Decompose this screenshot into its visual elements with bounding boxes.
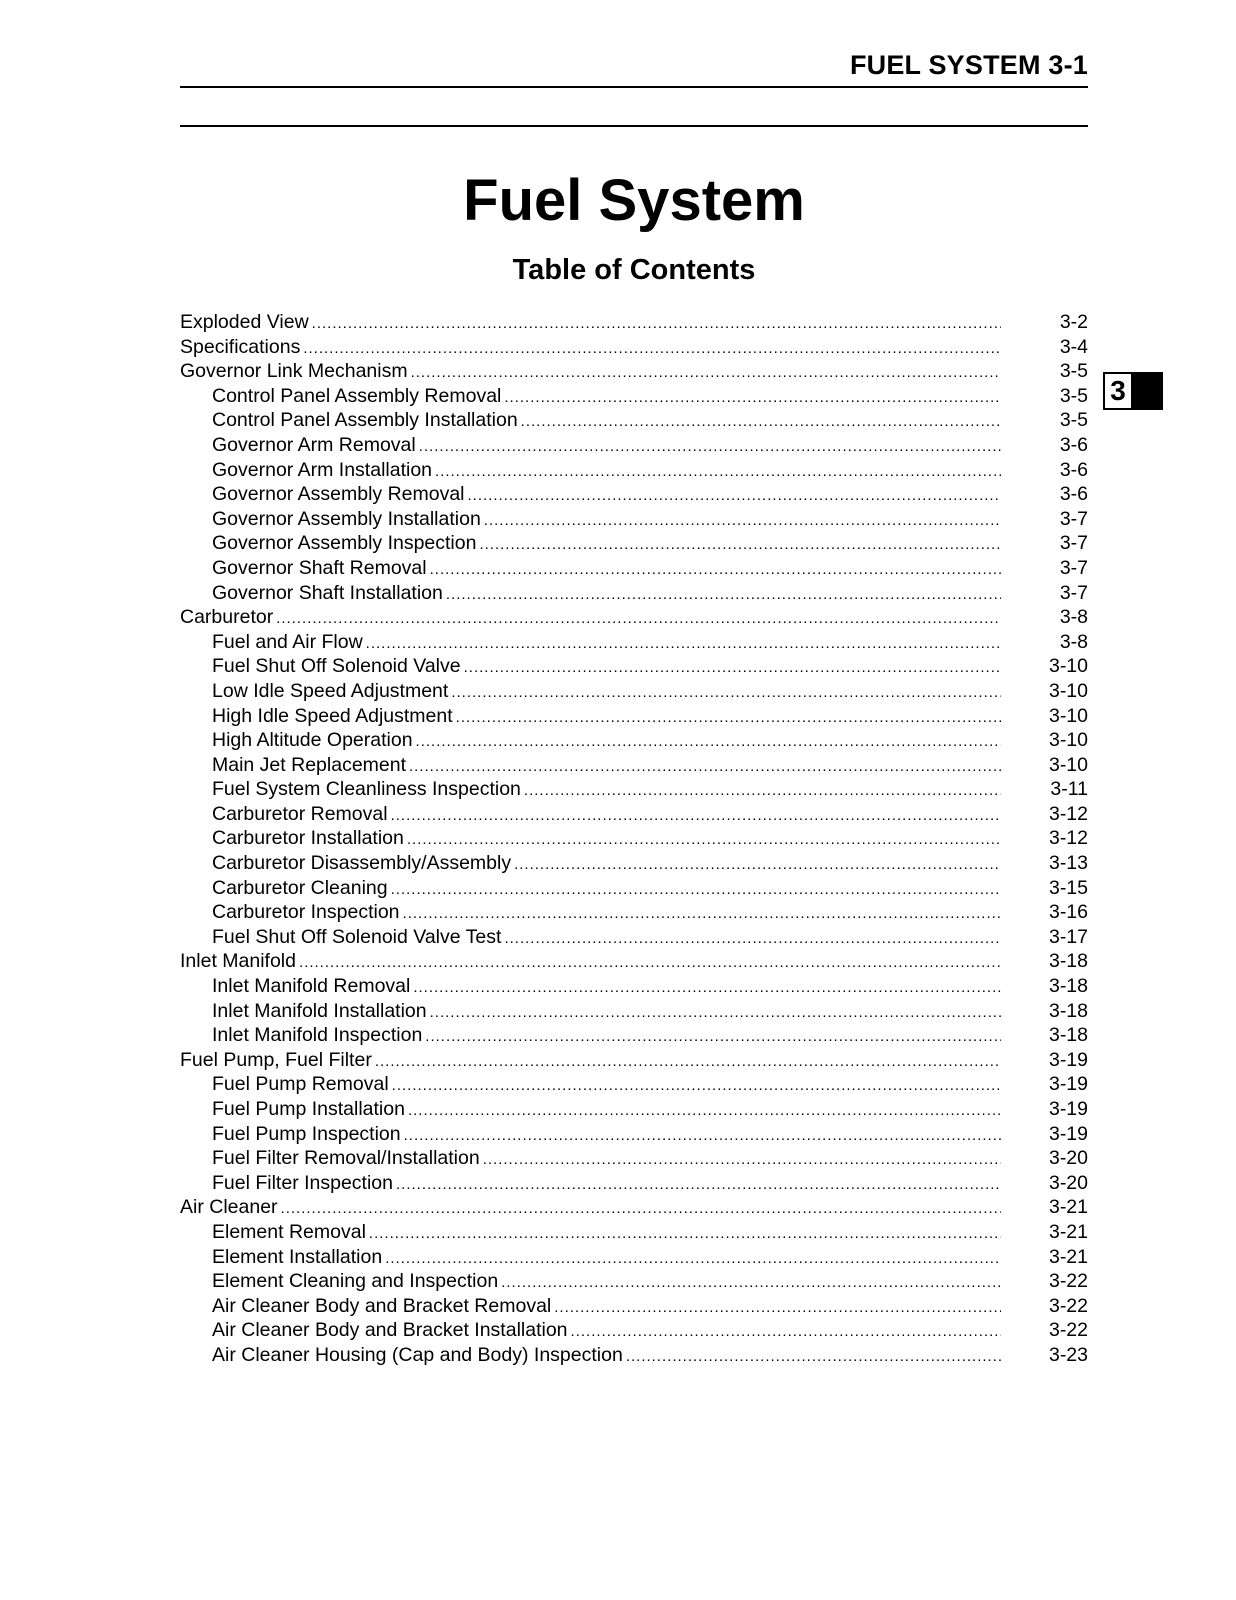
dot-leader: [419, 435, 1001, 458]
toc-entry-page: 3-6: [1059, 483, 1088, 506]
dot-leader: [413, 976, 1001, 999]
toc-subentry[interactable]: [180, 679, 1088, 704]
dot-leader: [626, 1345, 1001, 1368]
toc-entry-label: Air Cleaner: [180, 1196, 278, 1219]
chapter-tab: [1103, 372, 1163, 410]
toc-subentry[interactable]: [180, 384, 1088, 409]
dot-leader: [391, 804, 1001, 827]
toc-subentry[interactable]: [180, 556, 1088, 581]
toc-subentry[interactable]: [180, 408, 1088, 433]
toc-subentry[interactable]: [180, 433, 1088, 458]
toc-entry-page: 3-7: [1059, 581, 1088, 604]
toc-entry-label: Element Installation: [212, 1245, 383, 1268]
toc-entry-label: Fuel System Cleanliness Inspection: [212, 778, 521, 801]
toc-subentry[interactable]: [180, 851, 1088, 876]
toc-entry-label: Low Idle Speed Adjustment: [212, 679, 449, 702]
toc-entry-label: Air Cleaner Body and Bracket Installation: [212, 1319, 568, 1342]
running-header-title: FUEL SYSTEM 3-1: [849, 50, 1088, 80]
toc-entry-page: 3-18: [1048, 975, 1088, 998]
toc-entry[interactable]: [180, 605, 1088, 630]
dot-leader: [451, 681, 1001, 704]
toc-subentry[interactable]: [180, 654, 1088, 679]
toc-subentry[interactable]: [180, 704, 1088, 729]
toc-entry[interactable]: [180, 1048, 1088, 1073]
toc-entry-page: 3-10: [1048, 655, 1088, 678]
dot-leader: [299, 951, 1001, 974]
toc-entry-label: Fuel Pump Installation: [212, 1098, 405, 1120]
toc-subentry[interactable]: [180, 531, 1088, 556]
dot-leader: [430, 1001, 1001, 1024]
toc-entry-page: 3-23: [1048, 1343, 1088, 1366]
toc-entry[interactable]: [180, 335, 1088, 360]
dot-leader: [375, 1050, 1001, 1073]
toc-subentry[interactable]: [180, 876, 1088, 901]
toc-entry-page: 3-6: [1059, 458, 1088, 481]
toc-subentry[interactable]: [180, 999, 1088, 1024]
chapter-tab-number: 3: [1103, 372, 1133, 410]
toc-entry-label: Governor Shaft Removal: [212, 556, 427, 579]
toc-entry-page: 3-19: [1048, 1048, 1088, 1071]
toc-entry-label: Inlet Manifold: [180, 950, 296, 973]
toc-entry-page: 3-21: [1048, 1196, 1088, 1219]
toc-entry-page: 3-22: [1048, 1294, 1088, 1317]
toc-entry-label: Carburetor Inspection: [212, 901, 400, 924]
dot-leader: [514, 853, 1001, 876]
toc-entry-page: 3-22: [1048, 1319, 1088, 1342]
toc-entry-page: 3-7: [1059, 507, 1088, 530]
toc-entry-label: Fuel Filter Inspection: [212, 1171, 393, 1194]
toc-entry-label: Inlet Manifold Installation: [212, 999, 427, 1022]
toc-subentry[interactable]: [180, 581, 1088, 606]
toc-entry-label: Governor Assembly Inspection: [212, 532, 477, 555]
toc-subentry[interactable]: [180, 728, 1088, 753]
toc-subentry[interactable]: [180, 974, 1088, 999]
toc-entry-page: 3-22: [1048, 1270, 1088, 1293]
toc-entry-page: 3-19: [1048, 1098, 1088, 1120]
toc-entry-page: 3-18: [1048, 1024, 1088, 1047]
toc-subentry[interactable]: [180, 482, 1088, 507]
dot-leader: [408, 1099, 1001, 1122]
dot-leader: [521, 410, 1001, 433]
toc-subentry[interactable]: [180, 777, 1088, 802]
dot-leader: [391, 878, 1001, 901]
header-divider: [180, 125, 1088, 127]
toc-entry-page: 3-4: [1059, 335, 1088, 358]
dot-leader: [411, 361, 1001, 384]
toc-entry-label: Fuel Pump, Fuel Filter: [180, 1048, 372, 1071]
toc-subentry[interactable]: [180, 1171, 1088, 1196]
dot-leader: [430, 558, 1001, 581]
running-header: [180, 46, 1088, 88]
toc-subentry[interactable]: [180, 1343, 1088, 1368]
toc-entry-page: 3-10: [1048, 679, 1088, 702]
toc-entry-label: High Idle Speed Adjustment: [212, 704, 453, 727]
toc-entry-page: 3-11: [1050, 778, 1088, 801]
toc-entry-label: Inlet Manifold Inspection: [212, 1024, 423, 1047]
toc-entry-label: Fuel Pump Removal: [212, 1073, 389, 1096]
toc-subentry[interactable]: [180, 458, 1088, 483]
dot-leader: [396, 1173, 1001, 1196]
toc-subentry[interactable]: [180, 900, 1088, 925]
toc-entry-page: 3-10: [1048, 704, 1088, 727]
toc-entry-page: 3-21: [1048, 1220, 1088, 1243]
toc-entry-page: 3-13: [1048, 852, 1088, 875]
toc-entry-label: Main Jet Replacement: [212, 753, 407, 776]
toc-subentry[interactable]: [180, 630, 1088, 655]
dot-leader: [409, 755, 1001, 778]
toc-entry-page: 3-10: [1048, 753, 1088, 776]
toc-entry-label: Governor Arm Installation: [212, 458, 433, 481]
toc-entry-label: Carburetor: [180, 606, 274, 629]
toc-entry-page: 3-8: [1059, 630, 1088, 653]
toc-subentry[interactable]: [180, 1318, 1088, 1343]
toc-subentry[interactable]: [180, 507, 1088, 532]
dot-leader: [392, 1074, 1001, 1097]
toc-entry-label: Fuel Filter Removal/Installation: [212, 1147, 480, 1170]
toc-entry[interactable]: [180, 949, 1088, 974]
toc-entry-label: Carburetor Installation: [212, 827, 404, 850]
toc-entry-page: 3-6: [1059, 433, 1088, 456]
toc-subentry[interactable]: [180, 1146, 1088, 1171]
toc-heading: Table of Contents: [512, 254, 756, 286]
toc-entry-label: Fuel and Air Flow: [212, 630, 363, 653]
toc-entry-page: 3-15: [1048, 876, 1088, 899]
dot-leader: [504, 927, 1001, 950]
dot-leader: [403, 902, 1001, 925]
toc-entry-label: Carburetor Cleaning: [212, 876, 388, 899]
toc-entry-page: 3-18: [1048, 999, 1088, 1022]
toc-entry-label: Governor Assembly Installation: [212, 507, 481, 530]
dot-leader: [456, 706, 1001, 729]
toc-subentry[interactable]: [180, 1023, 1088, 1048]
toc-entry-page: 3-18: [1048, 950, 1088, 973]
toc-entry-label: High Altitude Operation: [212, 729, 413, 752]
toc-subentry[interactable]: [180, 1072, 1088, 1097]
toc-entry-label: Carburetor Removal: [212, 802, 388, 825]
toc-entry-label: Fuel Shut Off Solenoid Valve Test: [212, 925, 502, 948]
chapter-title: Fuel System: [463, 168, 805, 233]
toc-entry[interactable]: [180, 359, 1088, 384]
chapter-tab-bar: [1133, 372, 1163, 410]
toc-subentry[interactable]: [180, 1122, 1088, 1147]
dot-leader: [369, 1222, 1001, 1245]
toc-entry-label: Inlet Manifold Removal: [212, 975, 411, 998]
dot-leader: [484, 509, 1001, 532]
dot-leader: [385, 1247, 1001, 1270]
toc-entry-label: Control Panel Assembly Installation: [212, 409, 518, 432]
toc-subentry[interactable]: [180, 925, 1088, 950]
dot-leader: [407, 828, 1001, 851]
dot-leader: [404, 1124, 1001, 1147]
toc-entry-label: Specifications: [180, 335, 301, 358]
toc-entry-label: Fuel Shut Off Solenoid Valve: [212, 655, 461, 678]
toc-entry-page: 3-21: [1048, 1245, 1088, 1268]
dot-leader: [524, 779, 1001, 802]
dot-leader: [276, 607, 1001, 630]
dot-leader: [571, 1320, 1001, 1343]
toc-subentry[interactable]: [180, 1097, 1088, 1122]
toc-entry-page: 3-10: [1048, 729, 1088, 752]
toc-entry-page: 3-7: [1059, 532, 1088, 555]
toc-entry-label: Fuel Pump Inspection: [212, 1122, 401, 1145]
dot-leader: [281, 1197, 1001, 1220]
toc-entry-page: 3-19: [1048, 1073, 1088, 1096]
toc-entry-label: Control Panel Assembly Removal: [212, 384, 502, 407]
dot-leader: [504, 386, 1001, 409]
dot-leader: [464, 656, 1001, 679]
toc-entry-page: 3-5: [1059, 360, 1088, 383]
dot-leader: [425, 1025, 1001, 1048]
dot-leader: [554, 1296, 1001, 1319]
toc-subentry[interactable]: [180, 826, 1088, 851]
toc-entry-page: 3-12: [1048, 802, 1088, 825]
toc-entry-page: 3-20: [1048, 1147, 1088, 1170]
toc-subentry[interactable]: [180, 1269, 1088, 1294]
toc-entry[interactable]: [180, 310, 1088, 335]
toc-subentry[interactable]: [180, 1294, 1088, 1319]
toc-entry-label: Element Removal: [212, 1220, 366, 1243]
dot-leader: [501, 1271, 1001, 1294]
dot-leader: [303, 337, 1001, 360]
toc-entry-page: 3-19: [1048, 1122, 1088, 1145]
toc-entry-page: 3-2: [1059, 311, 1088, 333]
toc-subentry[interactable]: [180, 1245, 1088, 1270]
toc-entry-page: 3-20: [1048, 1171, 1088, 1194]
toc-entry-page: 3-12: [1048, 827, 1088, 850]
dot-leader: [435, 460, 1001, 483]
toc-entry[interactable]: [180, 1195, 1088, 1220]
dot-leader: [483, 1148, 1001, 1171]
toc-entry-page: 3-5: [1059, 384, 1088, 407]
toc-entry-label: Exploded View: [180, 311, 309, 333]
toc-entry-page: 3-7: [1059, 556, 1088, 579]
dot-leader: [416, 730, 1001, 753]
toc-entry-page: 3-8: [1059, 606, 1088, 629]
toc-entry-label: Air Cleaner Body and Bracket Removal: [212, 1294, 552, 1317]
toc-subentry[interactable]: [180, 802, 1088, 827]
toc-entry-label: Governor Shaft Installation: [212, 581, 443, 604]
toc-entry-page: 3-16: [1048, 901, 1088, 924]
dot-leader: [366, 632, 1001, 655]
table-of-contents: [180, 310, 1088, 1368]
toc-entry-label: Carburetor Disassembly/Assembly: [212, 852, 512, 875]
dot-leader: [446, 583, 1001, 606]
toc-entry-page: 3-5: [1059, 409, 1088, 432]
toc-entry-label: Governor Assembly Removal: [212, 483, 465, 506]
toc-entry-label: Air Cleaner Housing (Cap and Body) Inspection: [212, 1343, 623, 1366]
dot-leader: [312, 312, 1001, 335]
dot-leader: [479, 533, 1001, 556]
toc-entry-label: Governor Arm Removal: [212, 433, 416, 456]
toc-subentry[interactable]: [180, 1220, 1088, 1245]
toc-entry-label: Element Cleaning and Inspection: [212, 1270, 499, 1293]
toc-entry-page: 3-17: [1048, 925, 1088, 948]
toc-entry-label: Governor Link Mechanism: [180, 360, 408, 383]
toc-subentry[interactable]: [180, 753, 1088, 778]
dot-leader: [468, 484, 1001, 507]
